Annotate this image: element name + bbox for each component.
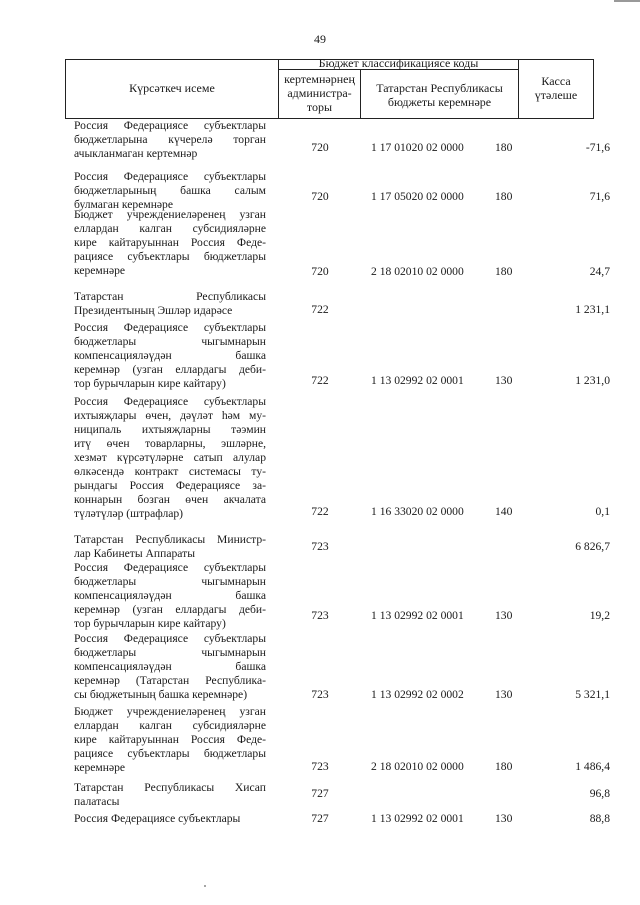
description-line: бюджетларына күчерелә торган — [74, 133, 266, 146]
description-line: бюджетлары чыгымнарын — [74, 646, 266, 659]
description-line: сы бюджетының башка керемнәре) — [74, 688, 248, 701]
description-line: итү өчен товарларны, эшләрне, — [74, 437, 266, 450]
description-line: бюджетларының башка салым — [74, 184, 266, 197]
header-top-rule-cash — [518, 59, 594, 60]
row-admin-code: 723 — [311, 688, 329, 701]
corner-scan-mark — [614, 0, 640, 2]
header-admin: кертемнәрнең администра- торы — [284, 72, 355, 114]
description-line: Россия Федерациясе субъектлары — [74, 170, 266, 183]
row-subcode: 180 — [495, 760, 513, 773]
description-line: ихтыяҗлары өчен, дәүләт һәм му- — [74, 409, 266, 422]
row-description — [74, 705, 266, 775]
description-line: керемнәр (Татарстан Республика- — [74, 674, 266, 687]
description-line: Россия Федерациясе субъектлары — [74, 812, 241, 825]
row-admin-code: 720 — [311, 265, 329, 278]
page-number: 49 — [314, 32, 326, 46]
description-line: керемнәре — [74, 264, 126, 277]
row-revenue-code: 2 18 02010 02 0000 — [371, 760, 464, 773]
description-line: Россия Федерациясе субъектлары — [74, 561, 266, 574]
row-subcode: 130 — [495, 812, 513, 825]
description-line: керемнәре — [74, 761, 126, 774]
row-revenue-code: 1 13 02992 02 0002 — [371, 688, 464, 701]
row-amount: 96,8 — [589, 787, 610, 800]
header-indicator-name: Күрсәткеч исеме — [129, 81, 215, 95]
description-line: Россия Федерациясе субъектлары — [74, 395, 266, 408]
header-cash: Касса үтәлеше — [534, 74, 578, 102]
row-amount: 71,6 — [589, 190, 610, 203]
description-line: Татарстан Республикасы — [74, 290, 266, 303]
header-budget-codes: Бюджет классификациясе коды — [318, 56, 479, 70]
row-admin-code: 723 — [311, 609, 329, 622]
description-line: Бюджет учреждениеләренең узган — [74, 705, 266, 718]
description-line: тор бурычларын кире кайтару) — [74, 377, 226, 390]
row-description — [74, 561, 266, 631]
row-admin-code: 722 — [311, 303, 329, 316]
description-line: Бюджет учреждениеләренең узган — [74, 208, 266, 221]
description-line: Президентының Эшләр идарәсе — [74, 304, 233, 317]
description-line: бюджетлары чыгымнарын — [74, 335, 266, 348]
row-amount: -71,6 — [585, 141, 610, 154]
row-amount: 1 486,4 — [575, 760, 610, 773]
row-admin-code: 727 — [311, 787, 329, 800]
row-subcode: 140 — [495, 505, 513, 518]
header-revenue: Татарстан Республикасы бюджеты керемнәре — [376, 81, 503, 109]
row-admin-code: 720 — [311, 141, 329, 154]
row-revenue-code: 1 17 01020 02 0000 — [371, 141, 464, 154]
row-description — [74, 533, 266, 561]
description-line: кире кайтаруыннан Россия Феде- — [74, 733, 266, 746]
row-description — [74, 208, 266, 278]
row-revenue-code: 1 13 02992 02 0001 — [371, 609, 464, 622]
description-line: Россия Федерациясе субъектлары — [74, 321, 266, 334]
description-line: Татарстан Республикасы Министр- — [74, 533, 266, 546]
description-line: тор бурычларын кире кайтару) — [74, 617, 226, 630]
description-line: ниципаль ихтыяҗларны тәэмин — [74, 423, 266, 436]
row-amount: 0,1 — [595, 505, 610, 518]
description-line: өлкәсендә контракт системасы ту- — [74, 465, 266, 478]
row-description — [74, 119, 266, 161]
row-subcode: 180 — [495, 141, 513, 154]
description-line: рындагы Россия Федерациясе за- — [74, 479, 266, 492]
description-line: еллардан калган субсидияләрне — [74, 719, 266, 732]
description-line: компенсацияләүдән башка — [74, 660, 266, 673]
description-line: рациясе субъектлары бюджетлары — [74, 250, 266, 263]
description-line: бюджетлары чыгымнарын — [74, 575, 266, 588]
row-revenue-code: 1 13 02992 02 0001 — [371, 812, 464, 825]
row-description — [74, 321, 266, 391]
scan-speck — [204, 885, 206, 887]
description-line: компенсацияләүдән башка — [74, 349, 266, 362]
description-line: ачыкланмаган кертемнәр — [74, 147, 198, 160]
description-line: түләтүләр (штрафлар) — [74, 507, 184, 520]
description-line: Татарстан Республикасы Хисап — [74, 781, 266, 794]
row-amount: 88,8 — [589, 812, 610, 825]
row-admin-code: 722 — [311, 505, 329, 518]
row-amount: 1 231,0 — [575, 374, 610, 387]
description-line: рациясе субъектлары бюджетлары — [74, 747, 266, 760]
row-subcode: 180 — [495, 190, 513, 203]
row-description — [74, 632, 266, 702]
row-amount: 24,7 — [589, 265, 610, 278]
row-admin-code: 727 — [311, 812, 329, 825]
row-description — [74, 781, 266, 809]
row-amount: 1 231,1 — [575, 303, 610, 316]
row-admin-code: 723 — [311, 760, 329, 773]
description-line: Россия Федерациясе субъектлары — [74, 632, 266, 645]
row-revenue-code: 1 16 33020 02 0000 — [371, 505, 464, 518]
row-subcode: 130 — [495, 688, 513, 701]
row-admin-code: 720 — [311, 190, 329, 203]
description-line: коннарын бозган өчен акчалата — [74, 493, 266, 506]
row-revenue-code: 1 13 02992 02 0001 — [371, 374, 464, 387]
description-line: Россия Федерациясе субъектлары — [74, 119, 266, 132]
row-revenue-code: 2 18 02010 02 0000 — [371, 265, 464, 278]
description-line: еллардан калган субсидияләрне — [74, 222, 266, 235]
row-description — [74, 170, 266, 212]
row-amount: 19,2 — [589, 609, 610, 622]
description-line: булмаган керемнәре — [74, 198, 173, 211]
description-line: лар Кабинеты Аппараты — [74, 547, 195, 560]
row-revenue-code: 1 17 05020 02 0000 — [371, 190, 464, 203]
row-description — [74, 290, 266, 318]
row-description — [74, 812, 266, 826]
row-subcode: 130 — [495, 374, 513, 387]
description-line: керемнәр (узган еллардагы деби- — [74, 363, 266, 376]
row-subcode: 180 — [495, 265, 513, 278]
description-line: кире кайтаруыннан Россия Феде- — [74, 236, 266, 249]
description-line: керемнәр (узган еллардагы деби- — [74, 603, 266, 616]
description-line: палатасы — [74, 795, 120, 808]
row-description — [74, 395, 266, 521]
row-amount: 6 826,7 — [575, 540, 610, 553]
description-line: хезмәт күрсәтүләрне сатып алулар — [74, 451, 266, 464]
row-admin-code: 723 — [311, 540, 329, 553]
row-subcode: 130 — [495, 609, 513, 622]
header-right-rule — [593, 59, 594, 119]
description-line: компенсацияләүдән башка — [74, 589, 266, 602]
row-admin-code: 722 — [311, 374, 329, 387]
row-amount: 5 321,1 — [575, 688, 610, 701]
